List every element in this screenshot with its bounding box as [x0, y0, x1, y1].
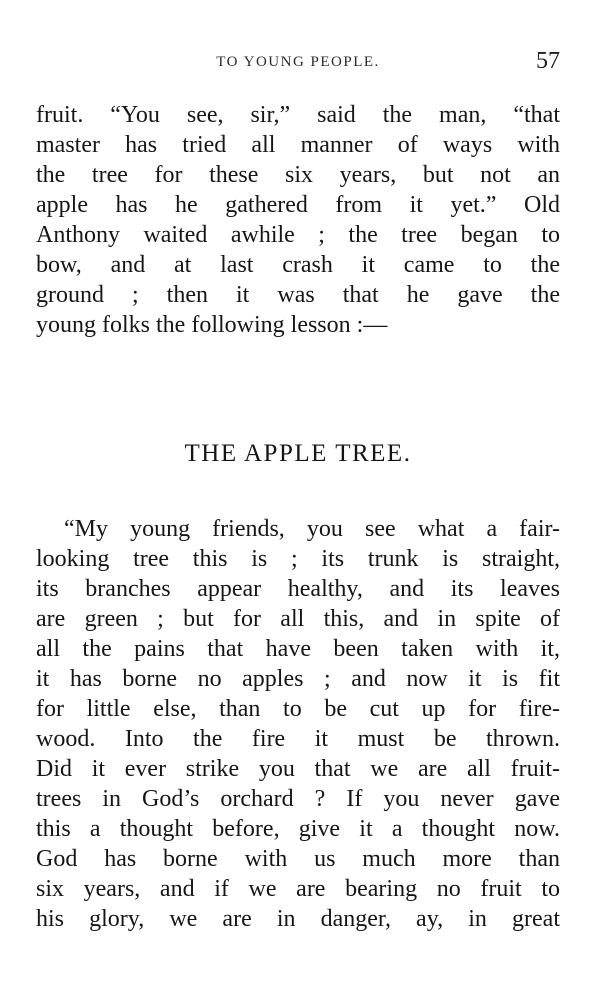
text-line: for little else, than to be cut up for fire-: [36, 696, 560, 722]
text-line: bow, and at last crash it came to the: [36, 252, 560, 278]
text-line: this a thought before, give it a thought now.: [36, 816, 560, 842]
text-line: apple has he gathered from it yet.” Old: [36, 192, 560, 218]
text-line: the tree for these six years, but not an: [36, 162, 560, 188]
text-line: are green ; but for all this, and in spite of: [36, 606, 560, 632]
page-header: [36, 48, 560, 78]
text-line: young folks the following lesson :—: [36, 312, 388, 338]
text-line: it has borne no apples ; and now it is fit: [36, 666, 560, 692]
text-line: wood. Into the fire it must be thrown.: [36, 726, 560, 752]
text-line: looking tree this is ; its trunk is straight,: [36, 546, 560, 572]
text-line: ground ; then it was that he gave the: [36, 282, 560, 308]
text-line: “My young friends, you see what a fair-: [64, 516, 560, 542]
text-line: all the pains that have been taken with it,: [36, 636, 560, 662]
text-line: six years, and if we are bearing no fruit to: [36, 876, 560, 902]
section-title: THE APPLE TREE.: [184, 440, 412, 467]
text-line: master has tried all manner of ways with: [36, 132, 560, 158]
text-line: Anthony waited awhile ; the tree began to: [36, 222, 560, 248]
text-line: his glory, we are in danger, ay, in great: [36, 906, 560, 932]
running-head: TO YOUNG PEOPLE.: [216, 54, 380, 70]
text-line: trees in God’s orchard ? If you never gave: [36, 786, 560, 812]
text-line: Did it ever strike you that we are all fruit-: [36, 756, 560, 782]
page-number: 57: [536, 48, 560, 74]
text-line: God has borne with us much more than: [36, 846, 560, 872]
text-line: fruit. “You see, sir,” said the man, “that: [36, 102, 560, 128]
text-line: its branches appear healthy, and its leaves: [36, 576, 560, 602]
